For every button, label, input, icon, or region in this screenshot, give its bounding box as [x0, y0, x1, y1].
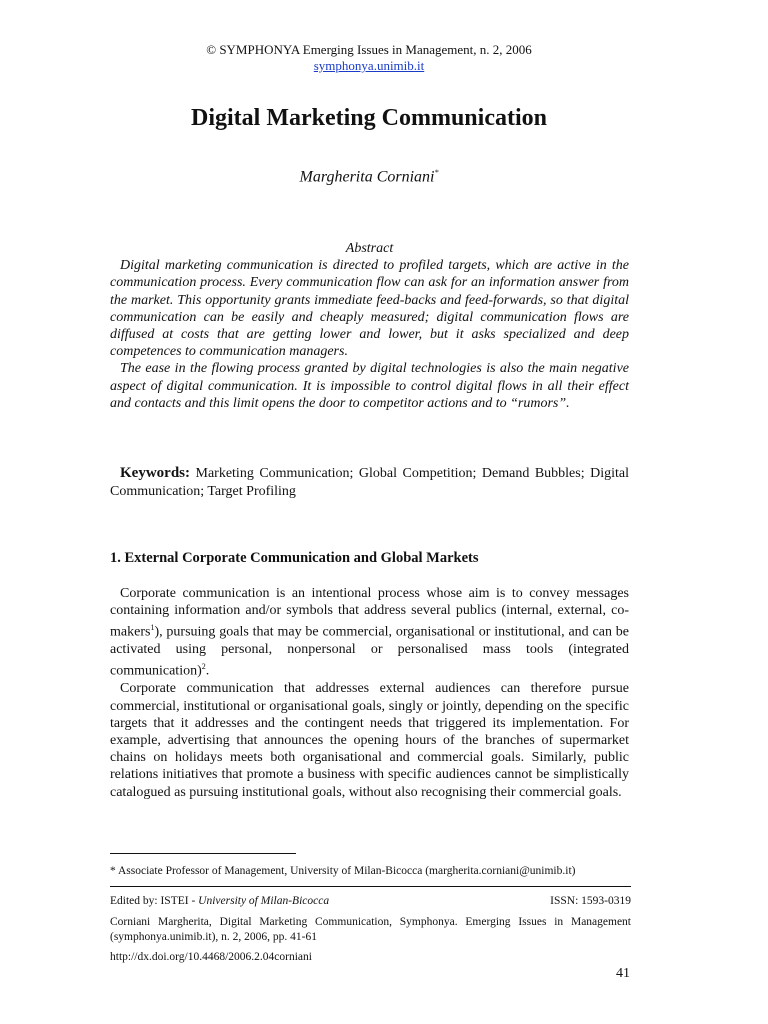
keywords-label: Keywords:	[120, 465, 190, 481]
section-body	[110, 585, 629, 801]
abstract-heading: Abstract	[345, 241, 394, 256]
journal-line: © SYMPHONYA Emerging Issues in Management, n. 2, 2006	[206, 42, 532, 57]
body-paragraph-1	[110, 585, 629, 680]
edited-divider	[110, 886, 631, 887]
body-paragraph-2: Corporate communication that addresses external audiences can therefore pursue commercial, institutional or organisational goals, singly or jointly, depending on the specific targets that it addresses and the contingent needs that triggered its implementation. For example, advertising that announces the opening hours of the branches of supermarket chains on holidays meets both organisational and commercial goals. Similarly, public relations initiatives that promote a business with specific audiences cannot be simplistically catalogued as pursuing institutional goals, without also recognising their commercial goals.	[110, 681, 629, 800]
author-footnote-mark: *	[434, 168, 439, 177]
issn: ISSN: 1593-0319	[550, 895, 631, 907]
edited-university: University of Milan-Bicocca	[198, 895, 330, 907]
author-line	[0, 168, 738, 186]
abstract-paragraph-1: Digital marketing communication is directed to profiled targets, which are active in the communication process. Every communication flow can ask for an information answer from the market. This opportunity grants immediate feed-backs and feed-forwards, so that digital communication can be easily and cheaply measured; digital communication flows are diffused at costs that are getting lower and lower, but it asks specialized and deep competences to communication managers.	[110, 258, 629, 360]
journal-header	[0, 42, 738, 74]
footnote-ref-1[interactable]: 1	[150, 623, 155, 633]
edited-by-line	[110, 894, 631, 908]
edited-label: Edited by: ISTEI -	[110, 895, 199, 907]
body-text-run: ), pursuing goals that may be commercial, organisational or institutional, and can be activated using personal, nonpersonal or personalised mass tools (integrated communication)	[110, 625, 629, 680]
abstract	[110, 240, 629, 412]
author-name: Margherita Corniani	[299, 168, 435, 186]
edited-by	[110, 894, 329, 908]
keywords-text: Marketing Communication; Global Competition; Demand Bubbles; Digital Communication; Target Profiling	[110, 466, 629, 499]
footnote: * Associate Professor of Management, University of Milan-Bicocca (margherita.corniani@unimib.it)	[110, 865, 576, 877]
body-text-run: .	[205, 664, 210, 680]
citation: Corniani Margherita, Digital Marketing Communication, Symphonya. Emerging Issues in Management (symphonya.unimib.it), n. 2, 2006, pp. 41-61	[110, 916, 631, 943]
doi-link[interactable]: http://dx.doi.org/10.4468/2006.2.04corniani	[110, 951, 312, 963]
footnote-ref-2[interactable]: 2	[201, 662, 206, 672]
page-number: 41	[616, 966, 630, 981]
body-text-run: Corporate communication is an intentional process whose aim is to convey messages containing information and/or symbols that address several publics (internal, external, co-makers	[110, 586, 629, 641]
abstract-paragraph-2: The ease in the flowing process granted by digital technologies is also the main negative aspect of digital communication. It is impossible to control digital flows in all their effect and contacts and this limit opens the door to competitor actions and to “rumors”.	[110, 361, 629, 411]
journal-link[interactable]: symphonya.unimib.it	[313, 58, 425, 73]
footnote-divider	[110, 853, 296, 854]
section-heading: 1. External Corporate Communication and Global Markets	[110, 550, 479, 566]
keywords	[110, 464, 629, 501]
paper-title: Digital Marketing Communication	[191, 105, 547, 131]
